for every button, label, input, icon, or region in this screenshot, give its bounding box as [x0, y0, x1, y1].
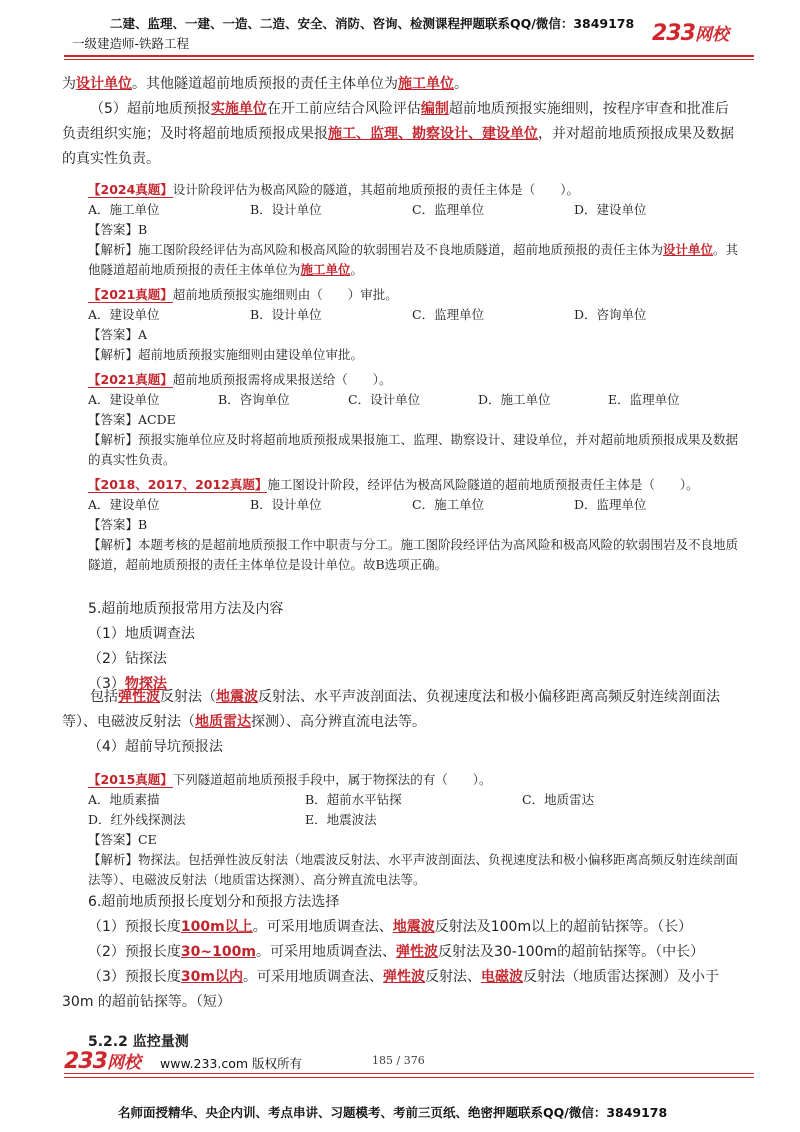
question-tag: 【2021真题】: [88, 287, 173, 302]
question-2018: 【2018、2017、2012真题】施工图设计阶段，经评估为极高风险隧道的超前地质预报责任主体是（ ）。 A．建设单位 B．设计单位 C．施工单位 D．监理单位 【答案】B 【解析】本题考核的是超前地质预报工作中职责与分工。施工图阶段经评估为高风险和极高风险的软弱围岩及不良地质隧道，超前地质预报的责任主体单位是设计单位。故B选项正确。: [88, 475, 748, 575]
option: A．建设单位: [88, 307, 160, 322]
option: D．施工单位: [478, 392, 551, 407]
page-number: 185 / 376: [372, 1054, 425, 1067]
question-2021-b: 【2021真题】超前地质预报需将成果报送给（ ）。 A．建设单位 B．咨询单位 C．设计单位 D．施工单位 E．监理单位 【答案】ACDE 【解析】预报实施单位应及时将超前地质预报成果报施工、监理、勘察设计、建设单位，并对超前地质预报成果及数据的真实性负责。: [88, 370, 748, 470]
option: C．监理单位: [412, 307, 485, 322]
answer: 【答案】ACDE: [88, 412, 176, 427]
paragraph-implementation: （5）超前地质预报实施单位在开工前应结合风险评估编制超前地质预报实施细则，按程序审查和批准后负责组织实施；及时将超前地质预报成果报施工、监理、勘察设计、建设单位，并对超前地质预报成果及数据的真实性负责。: [62, 101, 734, 167]
question-2024: 【2024真题】设计阶段评估为极高风险的隧道，其超前地质预报的责任主体是（ ）。 A．施工单位 B．设计单位 C．监理单位 D．建设单位 【答案】B: [88, 180, 748, 240]
question-2021-a: 【2021真题】超前地质预报实施细则由（ ）审批。 A．建设单位 B．设计单位 C．监理单位 D．咨询单位 【答案】A 【解析】超前地质预报实施细则由建设单位审批。: [88, 285, 748, 365]
option: D．建设单位: [574, 202, 647, 217]
option: A．施工单位: [88, 202, 160, 217]
footer-site: www.233.com 版权所有: [160, 1056, 302, 1071]
analysis: 【解析】超前地质预报实施细则由建设单位审批。: [88, 347, 364, 362]
option: C．设计单位: [348, 392, 421, 407]
question-2015: 【2015真题】下列隧道超前地质预报手段中，属于物探法的有（ ）。 A．地质素描 B．超前水平钻探 C．地质雷达 D．红外线探测法 E．地震波法 【答案】CE 【解析】物探法。包括弹性波反射法（地震波反射法、水平声波剖面法、负视速度法和极小偏移距离高频反射连续剖面法等）、电磁波反射法（地质雷达探测）、高分辨直流电法等。: [88, 770, 748, 890]
question-tag: 【2024真题】: [88, 182, 173, 197]
option: C．施工单位: [412, 497, 485, 512]
answer: 【答案】B: [88, 517, 148, 532]
footer-divider-thin: [64, 1077, 754, 1078]
paragraph-responsibility: 为设计单位。其他隧道超前地质预报的责任主体单位为施工单位。: [62, 76, 468, 92]
option: B．咨询单位: [218, 392, 290, 407]
option: E．地震波法: [305, 812, 377, 827]
option: D．监理单位: [574, 497, 647, 512]
option: B．设计单位: [250, 202, 322, 217]
option: D．咨询单位: [574, 307, 647, 322]
brand-logo: 233网校: [652, 21, 729, 46]
option: D．红外线探测法: [88, 812, 186, 827]
answer: 【答案】A: [88, 327, 148, 342]
header-divider-thin: [64, 59, 754, 60]
analysis: 【解析】本题考核的是超前地质预报工作中职责与分工。施工图阶段经评估为高风险和极高风险的软弱围岩及不良地质隧道，超前地质预报的责任主体单位是设计单位。故B选项正确。: [88, 537, 739, 572]
analysis: 【解析】预报实施单位应及时将超前地质预报成果报施工、监理、勘察设计、建设单位，并对超前地质预报成果及数据的真实性负责。: [88, 432, 739, 467]
option: E．监理单位: [608, 392, 680, 407]
header-divider: [64, 55, 754, 57]
analysis: 【解析】物探法。包括弹性波反射法（地震波反射法、水平声波剖面法、负视速度法和极小偏移距离高频反射连续剖面法等）、电磁波反射法（地质雷达探测）、高分辨直流电法等。: [88, 852, 739, 887]
footer-promo: 名师面授精华、央企内训、考点串讲、习题模考、考前三页纸、绝密押题联系QQ/微信：3849178: [118, 1105, 668, 1120]
option: A．建设单位: [88, 497, 160, 512]
option: B．设计单位: [250, 307, 322, 322]
answer: 【答案】B: [88, 222, 148, 237]
option: B．设计单位: [250, 497, 322, 512]
option: A．建设单位: [88, 392, 160, 407]
section-5: 5.超前地质预报常用方法及内容 （1）地质调查法 （2）钻探法 （3）物探法: [88, 597, 748, 697]
question-tag: 【2015真题】: [88, 772, 173, 787]
question-tag: 【2021真题】: [88, 372, 173, 387]
section-title: 5.超前地质预报常用方法及内容: [88, 601, 284, 617]
option: C．地质雷达: [522, 792, 595, 807]
option: C．监理单位: [412, 202, 485, 217]
section-5-body: 包括弹性波反射法（地震波反射法、水平声波剖面法、负视速度法和极小偏移距离高频反射连续剖面法等）、电磁波反射法（地质雷达探测）、高分辨直流电法等。: [62, 689, 720, 730]
question-tag: 【2018、2017、2012真题】: [88, 477, 268, 492]
answer: 【答案】CE: [88, 832, 157, 847]
analysis: 【解析】施工图阶段经评估为高风险和极高风险的软弱围岩及不良地质隧道，超前地质预报的责任主体为设计单位。其他隧道超前地质预报的责任主体单位为施工单位。: [88, 242, 739, 277]
subsection-title: 5.2.2 监控量测: [88, 1034, 189, 1050]
footer-brand-logo: 233网校: [64, 1049, 141, 1074]
section-title: 6.超前地质预报长度划分和预报方法选择: [88, 894, 340, 910]
header-promo-text: 二建、监理、一建、一造、二造、安全、消防、咨询、检测课程押题联系QQ/微信：3849178: [110, 16, 635, 31]
footer-divider: [64, 1073, 754, 1074]
section-6: 6.超前地质预报长度划分和预报方法选择 （1）预报长度100m以上。可采用地质调查法、地震波反射法及100m以上的超前钻探等。（长） （2）预报长度30~100m。可采用地质调查法、弹性波反射法及30-100m的超前钻探等。（中长） （3）预报长度30m以内。可采用地质调查法、弹性波反射法、电磁波反射法（地质雷达探测）及小于30m 的超前钻探等。（短）: [62, 890, 748, 1015]
section-5-item4: （4）超前导坑预报法: [88, 739, 223, 755]
option: A．地质素描: [88, 792, 160, 807]
option: B．超前水平钻探: [305, 792, 402, 807]
header-subject-title: 一级建造师-铁路工程: [72, 36, 190, 51]
